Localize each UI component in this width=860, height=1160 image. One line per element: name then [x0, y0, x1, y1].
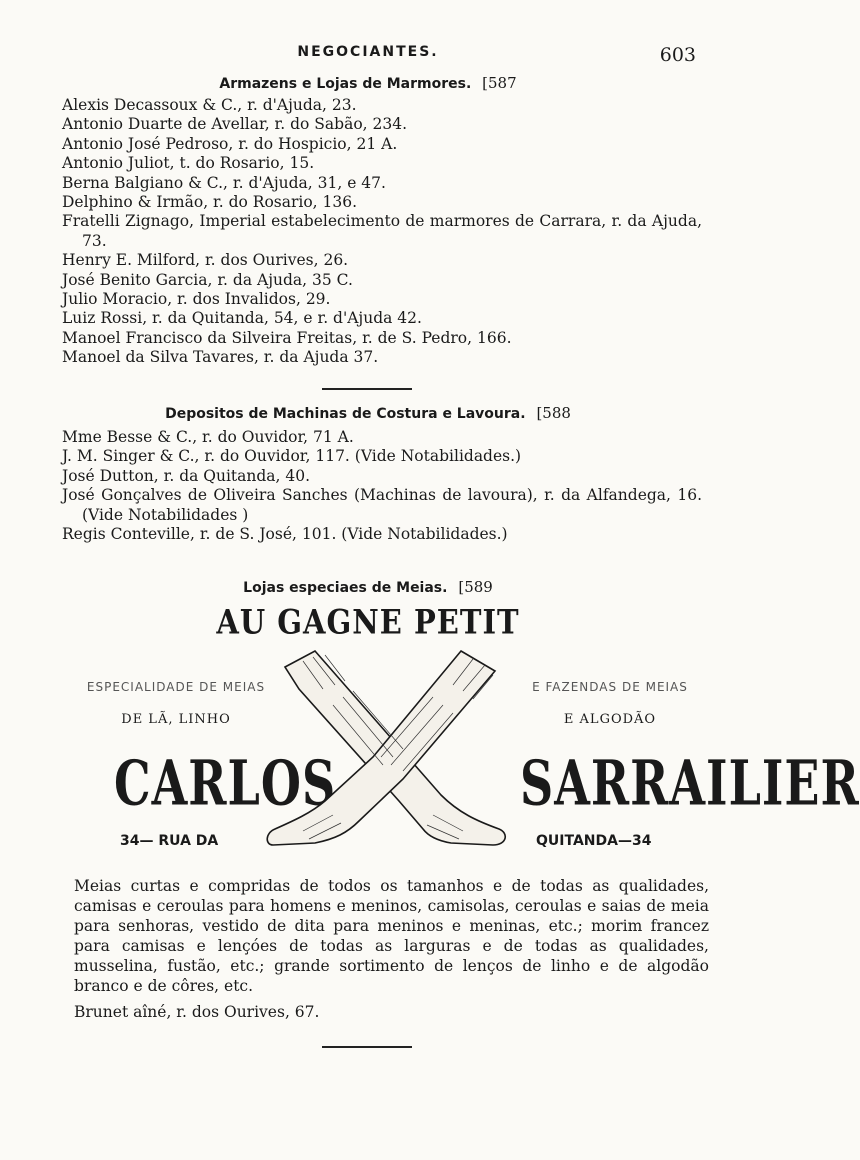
list-item: Manoel Francisco da Silveira Freitas, r. de S. Pedro, 166.: [62, 328, 512, 347]
entry-list-marmores: [62, 96, 702, 368]
list-item: J. M. Singer & C., r. do Ouvidor, 117. (Vide Notabilidades.): [62, 447, 522, 466]
page-number: 603: [659, 44, 696, 66]
section-number: [587: [482, 74, 517, 92]
advert-right-heading: E FAZENDAS DE MEIAS: [532, 680, 688, 694]
section-heading-machinas: [0, 404, 736, 422]
list-item: Regis Conteville, r. de S. José, 101. (Vide Notabilidades.): [62, 525, 508, 544]
list-item: Henry E. Milford, r. dos Ourives, 26.: [62, 251, 349, 270]
list-item: Mme Besse & C., r. do Ouvidor, 71 A.: [62, 428, 354, 446]
advert-address-right: QUITANDA—34: [536, 833, 652, 849]
section-divider: [322, 1046, 412, 1048]
list-item: Antonio Duarte de Avellar, r. do Sabão, 234.: [62, 115, 408, 134]
section-number: [589: [458, 578, 493, 596]
advert-address-left: 34— RUA DA: [120, 833, 219, 849]
advert-signature: Brunet aîné, r. dos Ourives, 67.: [74, 1003, 320, 1021]
advert-right-subheading: E ALGODÃO: [563, 712, 657, 727]
section-heading-marmores: [0, 74, 736, 92]
list-item: Manoel da Silva Tavares, r. da Ajuda 37.: [62, 348, 379, 367]
list-item: Berna Balgiano & C., r. d'Ajuda, 31, e 47.: [62, 173, 386, 192]
advert-description: Meias curtas e compridas de todos os tamanhos e de todas as qualidades, camisas e ceroulas para homens e meninos, camisolas, ceroulas e saias de meia para senhoras, vestido de dita para meninos e meninas, etc.; morim francez para camisas e lençóes de todas as larguras e de todas as qualidades, musselina, fustão, etc.; grande sortimento de lenços de linho e de algodão branco e de côres, etc.: [74, 877, 709, 995]
list-item: José Benito Garcia, r. da Ajuda, 35 C.: [62, 270, 353, 289]
advert-left-heading: ESPECIALIDADE DE MEIAS: [86, 680, 266, 694]
entry-list-machinas: [62, 428, 702, 544]
list-item: Antonio Juliot, t. do Rosario, 15.: [62, 154, 315, 173]
section-title: Armazens e Lojas de Marmores.: [219, 76, 472, 92]
advert-name-carlos: CARLOS: [114, 746, 337, 820]
section-heading-meias: [0, 578, 736, 596]
list-item: Julio Moracio, r. dos Invalidos, 29.: [62, 290, 331, 309]
running-head: NEGOCIANTES.: [297, 44, 439, 60]
list-item: Luiz Rossi, r. da Quitanda, 54, e r. d'Ajuda 42.: [62, 309, 422, 328]
advert-left-subheading: DE LÃ, LINHO: [121, 712, 231, 727]
list-item: Alexis Decassoux & C., r. d'Ajuda, 23.: [62, 96, 357, 114]
section-title: Lojas especiaes de Meias.: [243, 580, 448, 596]
advert-name-sarrailier: SARRAILIER: [520, 746, 860, 820]
section-number: [588: [536, 404, 571, 422]
list-item: José Dutton, r. da Quitanda, 40.: [62, 466, 311, 485]
list-item: Antonio José Pedroso, r. do Hospicio, 21 A.: [62, 134, 398, 153]
list-item: Delphino & Irmão, r. do Rosario, 136.: [62, 193, 358, 212]
crossed-stockings-illustration: [263, 645, 513, 855]
list-item: Fratelli Zignago, Imperial estabelecimento de marmores de Carrara, r. da Ajuda, 73.: [62, 212, 702, 250]
list-item: José Gonçalves de Oliveira Sanches (Machinas de lavoura), r. da Alfandega, 16. (Vide Notabilidades ): [62, 486, 702, 524]
section-title: Depositos de Machinas de Costura e Lavoura.: [165, 406, 526, 422]
advert-title: AU GAGNE PETIT: [216, 602, 520, 642]
section-divider: [322, 388, 412, 390]
